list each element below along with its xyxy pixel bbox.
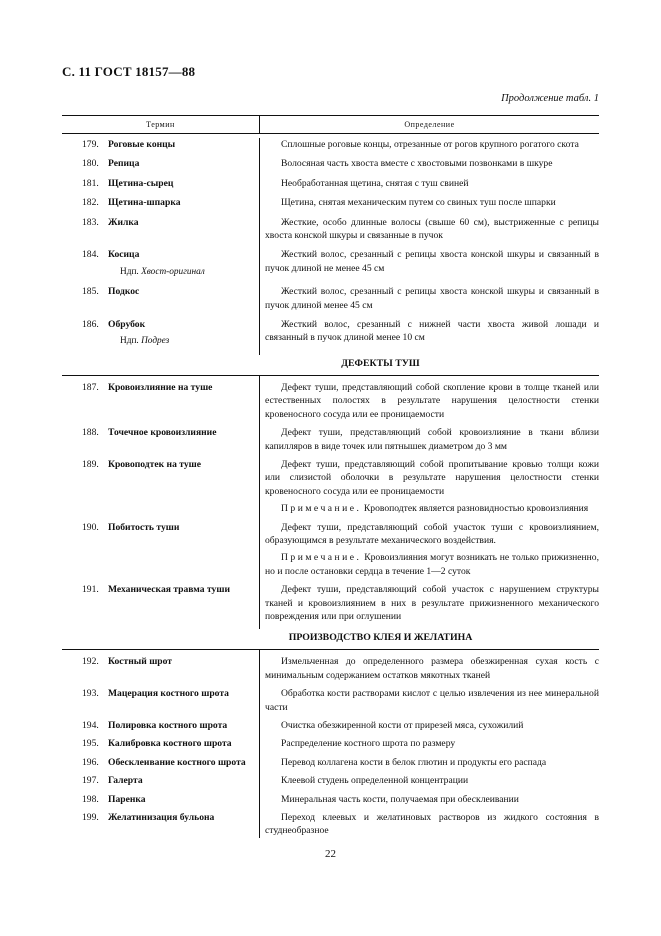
term-name: Точечное кровоизлияние	[108, 427, 217, 439]
note-text: Кровоподтек является разновидностью кровоизлияния	[363, 503, 589, 515]
definition-text: Переход клеевых и желатиновых растворов из жидкого состояния в студнеобразное	[265, 812, 599, 837]
definition-text: Очистка обезжиренной кости от прирезей мяса, сухожилий	[281, 720, 524, 731]
term-name: Кровоизлияние на туше	[108, 381, 213, 393]
note	[259, 551, 599, 578]
deprecated-term	[82, 335, 259, 348]
definition-text: Жесткие, особо длинные волосы (свыше 60 см), выстриженные с репицы хвоста конской шкуры и связанные в пучок	[265, 216, 599, 242]
term-cell	[62, 318, 259, 349]
definition-text: Жесткий волос, срезанный с репицы хвоста конской шкуры и связанный в пучок длиной не менее 45 см	[265, 249, 599, 274]
table-row	[62, 381, 599, 421]
term-name: Костный шрот	[108, 656, 173, 668]
definition-text: Дефект туши, представляющий собой пропитывание кровью толщи кожи или слизистой оболочки в результате нарушения целостности стенки кровеносного сосуда или ее проницаемости	[265, 458, 599, 497]
table-row	[62, 458, 599, 516]
term-line	[82, 811, 259, 824]
definition-cell	[259, 793, 599, 806]
table-row	[62, 793, 599, 806]
definition-text: Дефект туши, представляющий собой скопление крови в толще тканей или естественных полостях в результате нарушения целостности стенки кровеносного сосуда или ее проницаемости	[265, 381, 599, 420]
table-row	[62, 655, 599, 682]
term-line	[82, 521, 259, 534]
term-name: Побитость туши	[108, 521, 180, 533]
deprecated-term-name: Хвост-оригинал	[141, 266, 205, 277]
term-name: Механическая травма туши	[108, 584, 230, 596]
term-cell	[62, 216, 259, 243]
table-row	[62, 737, 599, 750]
definition-cell	[259, 318, 599, 349]
definition-cell	[259, 737, 599, 750]
definition-text: Щетина, снятая механическим путем со свиных туш после шпарки	[281, 197, 556, 209]
term-line	[82, 196, 259, 209]
term-cell	[62, 381, 259, 421]
term-cell	[62, 583, 259, 623]
term-name: Полировка костного шрота	[108, 720, 228, 731]
term-line	[82, 157, 259, 170]
term-name: Паренка	[108, 793, 146, 805]
term-number: 181.	[82, 177, 99, 189]
section-heading: ДЕФЕКТЫ ТУШ	[62, 355, 599, 376]
term-line	[82, 177, 259, 190]
term-name: Косица	[108, 249, 140, 261]
table-row	[62, 719, 599, 732]
term-name: Обесклеивание костного шрота	[108, 756, 246, 768]
term-cell	[62, 756, 259, 769]
definition-cell	[259, 458, 599, 516]
term-cell	[62, 285, 259, 312]
term-line	[82, 138, 259, 151]
table-row	[62, 318, 599, 349]
term-number: 187.	[82, 381, 99, 393]
table-row	[62, 216, 599, 243]
table-row	[62, 774, 599, 787]
page-number: 22	[325, 848, 336, 860]
term-cell	[62, 177, 259, 190]
definition-cell	[259, 774, 599, 787]
term-number: 197.	[82, 775, 99, 787]
term-cell	[62, 458, 259, 516]
term-line	[82, 248, 259, 261]
term-name: Подкос	[108, 286, 140, 298]
term-line	[82, 719, 259, 732]
term-line	[82, 458, 259, 471]
definition-text: Измельченная до определенного размера обезжиренная сухая кость с минимальным содержанием остатков мякотных тканей	[265, 656, 599, 681]
term-name: Щетина-сырец	[108, 177, 174, 189]
term-line	[82, 687, 259, 700]
definition-cell	[259, 687, 599, 714]
term-cell	[62, 138, 259, 151]
term-line	[82, 381, 259, 394]
table-row	[62, 196, 599, 209]
term-cell	[62, 793, 259, 806]
table-row	[62, 177, 599, 190]
term-cell	[62, 719, 259, 732]
definition-cell	[259, 248, 599, 279]
table-row	[62, 756, 599, 769]
definition-cell	[259, 811, 599, 838]
note	[259, 502, 599, 515]
term-line	[82, 216, 259, 229]
deprecated-prefix: Ндп.	[120, 336, 139, 347]
term-line	[82, 655, 259, 668]
note-label: Примечание.	[281, 552, 362, 564]
table-header	[62, 115, 599, 134]
term-line	[82, 583, 259, 596]
term-number: 184.	[82, 249, 99, 261]
term-line	[82, 756, 259, 769]
term-cell	[62, 426, 259, 453]
definition-cell	[259, 216, 599, 243]
definition-text: Дефект туши, представляющий собой участок с нарушением структуры тканей и кровоизлиянием в них в результате прижизненного механического повреждения или при оглушении	[265, 584, 599, 622]
table-row	[62, 157, 599, 170]
term-line	[82, 285, 259, 298]
column-header-definition: Определение	[404, 120, 455, 129]
terms-table	[62, 115, 599, 838]
term-cell	[62, 811, 259, 838]
definition-cell	[259, 521, 599, 579]
term-name: Калибровка костного шрота	[108, 738, 232, 750]
definition-text: Дефект туши, представляющий собой участок туши с кровоизлиянием, образующимся в результате механического воздействия.	[265, 521, 599, 546]
term-number: 198.	[82, 793, 99, 805]
term-cell	[62, 521, 259, 579]
term-name: Репица	[108, 158, 140, 170]
term-name: Галерта	[108, 775, 143, 787]
deprecated-term	[82, 266, 259, 279]
definition-cell	[259, 655, 599, 682]
term-number: 188.	[82, 427, 99, 439]
definition-cell	[259, 157, 599, 170]
term-number: 185.	[82, 286, 99, 298]
term-number: 179.	[82, 139, 99, 150]
term-number: 191.	[82, 584, 99, 596]
definition-cell	[259, 196, 599, 209]
deprecated-prefix: Ндп.	[120, 266, 139, 277]
term-number: 195.	[82, 738, 99, 750]
term-cell	[62, 157, 259, 170]
definition-cell	[259, 583, 599, 623]
term-number: 189.	[82, 458, 99, 470]
term-name: Желатинизация бульона	[108, 812, 215, 824]
definition-cell	[259, 756, 599, 769]
term-line	[82, 426, 259, 439]
definition-text: Дефект туши, представляющий собой кровоизлияние в ткани вблизи капилляров в виде точек или пятнышек диаметром до 3 мм	[265, 427, 599, 452]
column-header-term: Термин	[62, 116, 260, 133]
table-continuation-label: Продолжение табл. 1	[501, 93, 599, 104]
definition-cell	[259, 285, 599, 312]
term-cell	[62, 687, 259, 714]
table-row	[62, 248, 599, 279]
page-header: С. 11 ГОСТ 18157—88	[62, 64, 196, 79]
deprecated-term-name: Подрез	[141, 336, 170, 347]
table-row	[62, 687, 599, 714]
term-line	[82, 774, 259, 787]
definition-text: Сплошные роговые концы, отрезанные от рогов крупного рогатого скота	[281, 139, 579, 150]
term-number: 193.	[82, 688, 99, 700]
term-cell	[62, 737, 259, 750]
term-name: Мацерация костного шрота	[108, 688, 229, 700]
term-number: 186.	[82, 319, 99, 331]
definition-cell	[259, 426, 599, 453]
definition-text: Клеевой студень определенной концентрации	[281, 775, 469, 787]
term-number: 192.	[82, 656, 99, 668]
definition-text: Минеральная часть кости, получаемая при обесклеивании	[281, 793, 519, 805]
definition-cell	[259, 719, 599, 732]
definition-text: Волосяная часть хвоста вместе с хвостовыми позвонками в шкуре	[281, 158, 553, 170]
definition-text: Перевод коллагена кости в белок глютин и продукты его распада	[281, 756, 547, 768]
term-number: 194.	[82, 720, 99, 731]
table-row	[62, 521, 599, 579]
term-name: Роговые концы	[108, 139, 176, 150]
term-cell	[62, 248, 259, 279]
term-cell	[62, 196, 259, 209]
term-name: Обрубок	[108, 319, 146, 331]
table-row	[62, 285, 599, 312]
term-number: 190.	[82, 521, 99, 533]
definition-text: Необработанная щетина, снятая с туш свиней	[281, 177, 469, 189]
term-number: 196.	[82, 756, 99, 768]
term-line	[82, 793, 259, 806]
table-row	[62, 138, 599, 151]
table-row	[62, 811, 599, 838]
definition-cell	[259, 381, 599, 421]
term-name: Жилка	[108, 216, 139, 228]
table-body	[62, 138, 599, 838]
term-name: Кровоподтек на туше	[108, 458, 202, 470]
definition-cell	[259, 177, 599, 190]
definition-text: Жесткий волос, срезанный с репицы хвоста конской шкуры и связанный в пучок длиной менее 45 см	[265, 286, 599, 311]
term-number: 199.	[82, 812, 99, 824]
table-row	[62, 426, 599, 453]
definition-cell	[259, 138, 599, 151]
term-cell	[62, 655, 259, 682]
term-line	[82, 318, 259, 331]
definition-text: Жесткий волос, срезанный с нижней части хвоста живой лошади и связанный в пучок длиной менее 10 см	[265, 319, 599, 344]
term-number: 182.	[82, 197, 99, 209]
term-cell	[62, 774, 259, 787]
definition-text: Распределение костного шрота по размеру	[281, 738, 456, 750]
term-number: 180.	[82, 158, 99, 170]
table-row	[62, 583, 599, 623]
note-text: Кровоизлияния могут возникать не только прижизненно, но и после остановки сердца в течение 1—2 суток	[265, 552, 599, 577]
term-number: 183.	[82, 216, 99, 228]
term-name: Щетина-шпарка	[108, 197, 181, 209]
note-label: Примечание.	[281, 503, 362, 515]
definition-text: Обработка кости растворами кислот с целью извлечения из нее минеральной части	[265, 688, 599, 713]
term-line	[82, 737, 259, 750]
section-heading: ПРОИЗВОДСТВО КЛЕЯ И ЖЕЛАТИНА	[62, 629, 599, 650]
